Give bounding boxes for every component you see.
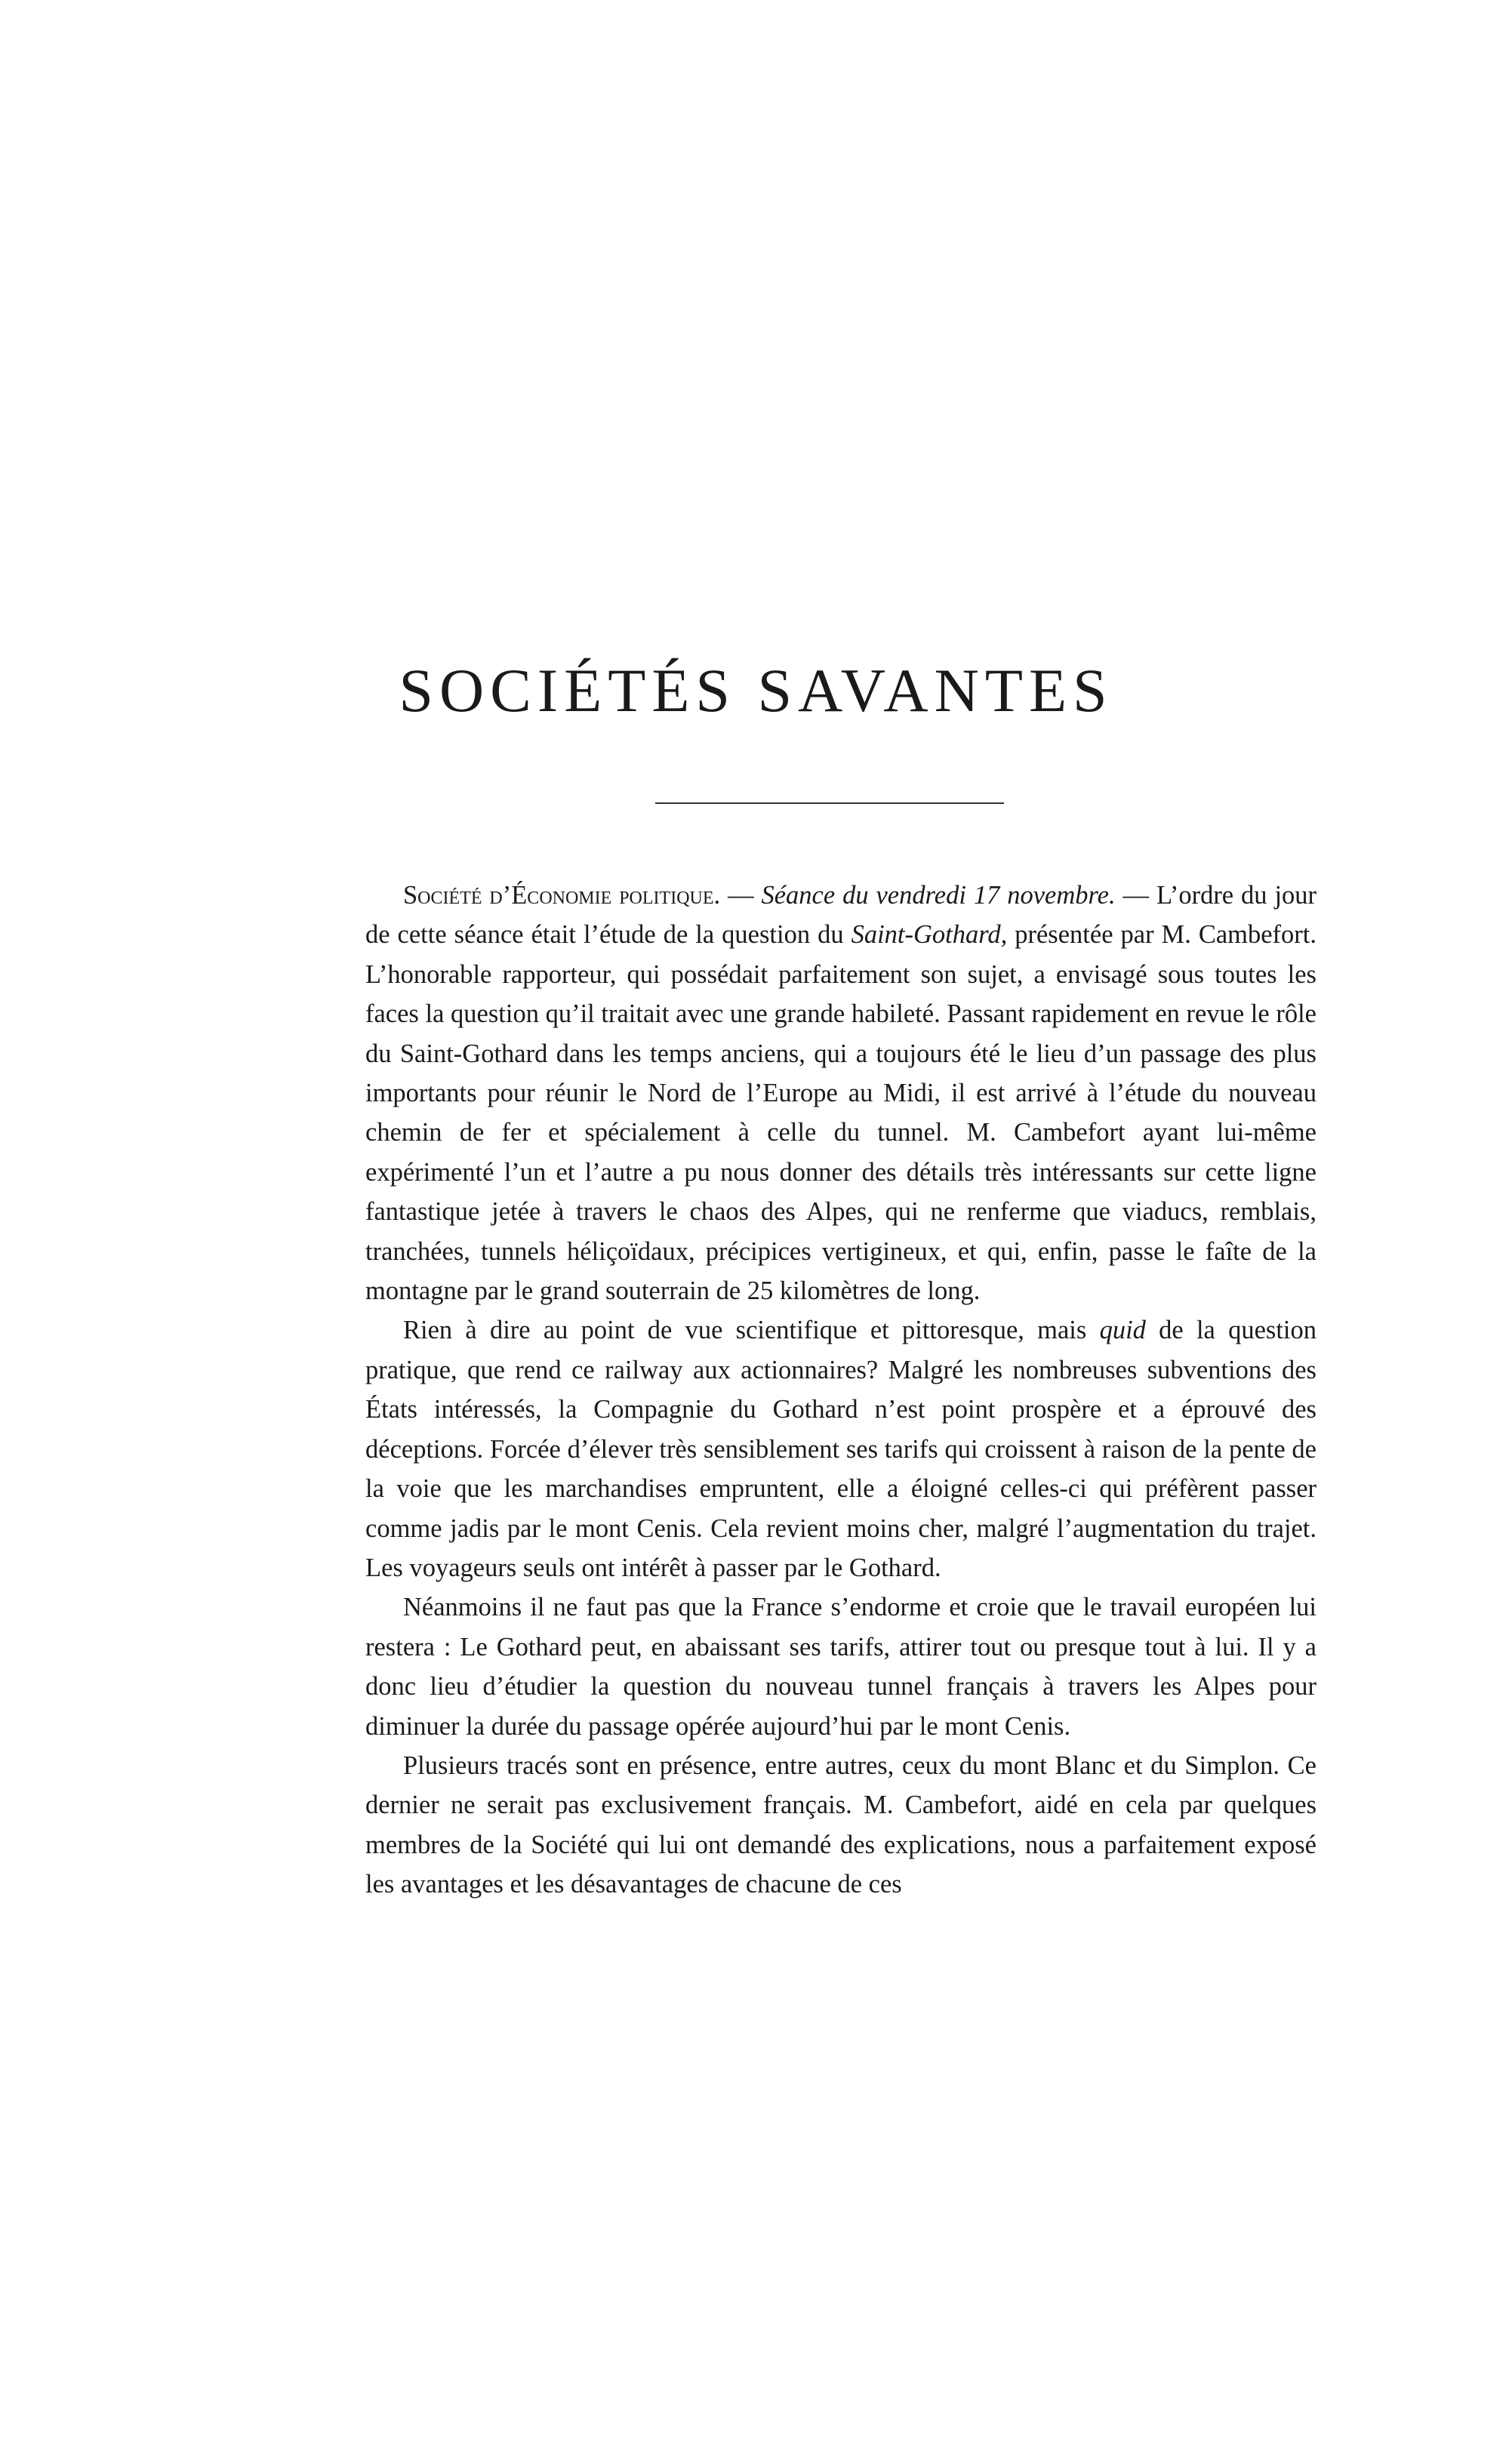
paragraph-4: Plusieurs tracés sont en présence, entre autres, ceux du mont Blanc et du Simplon. Ce dernier ne serait pas exclusivement français. M. Cambefort, aidé en cela par quelques membres de la Société qui lui ont demandé des explications, nous a parfaitement exposé les avantages et les désavantages de chacune de ces <box>365 1751 1316 1899</box>
subject-name: Saint-Gothard, <box>851 920 1008 950</box>
article-body <box>365 876 1316 1905</box>
section-title: SOCIÉTÉS SAVANTES <box>399 656 1113 725</box>
title-divider <box>655 802 1004 804</box>
latin-term: quid <box>1099 1316 1146 1345</box>
paragraph-text: Rien à dire au point de vue scientifique et pittoresque, mais <box>403 1316 1100 1345</box>
paragraph-2 <box>365 1310 1316 1587</box>
paragraph-1 <box>365 876 1316 1310</box>
session-date: Séance du vendredi 17 novembre. <box>761 881 1116 910</box>
dash: — <box>1115 881 1156 910</box>
dash: — <box>720 881 762 910</box>
society-name: Société d’Économie politique. <box>403 881 721 910</box>
paragraph-3: Néanmoins il ne faut pas que la France s’endorme et croie que le travail européen lui restera : Le Gothard peut, en abaissant ses tarifs, attirer tout ou presque tout à lui. Il y a donc lieu d’étudier la question du nouveau tunnel français à travers les Alpes pour diminuer la durée du passage opérée aujourd’hui par le mont Cenis. <box>365 1593 1316 1741</box>
paragraph-text: de la question pratique, que rend ce railway aux actionnaires? Malgré les nombreuses subventions des États intéressés, la Compagnie du Gothard n’est point prospère et a éprouvé des déceptions. Forcée d’élever très sensiblement ses tarifs qui croissent à raison de la pente de la voie que les marchandises empruntent, elle a éloigné celles-ci qui préfèrent passer comme jadis par le mont Cenis. Cela revient moins cher, malgré l’augmentation du trajet. Les voyageurs seuls ont intérêt à passer par le Gothard. <box>365 1316 1317 1582</box>
paragraph-text: présentée par M. Cambefort. L’honorable rapporteur, qui possédait parfaitement son sujet, a envisagé sous toutes les faces la question qu’il traitait avec une grande habileté. Passant rapidement en revue le rôle du Saint-Gothard dans les temps anciens, qui a toujours été le lieu d’un passage des plus importants pour réunir le Nord de l’Europe au Midi, il est arrivé à l’étude du nouveau chemin de fer et spécialement à celle du tunnel. M. Cambefort ayant lui-même expérimenté l’un et l’autre a pu nous donner des détails très intéressants sur cette ligne fantastique jetée à travers le chaos des Alpes, qui ne renferme que viaducs, remblais, tranchées, tunnels héliçoïdaux, précipices vertigineux, et qui, enfin, passe le faîte de la montagne par le grand souterrain de 25 kilomètres de long. <box>365 920 1316 1306</box>
paragraph-text: L’ordre du jour de cette séance était l’étude de la question du <box>365 881 1317 950</box>
